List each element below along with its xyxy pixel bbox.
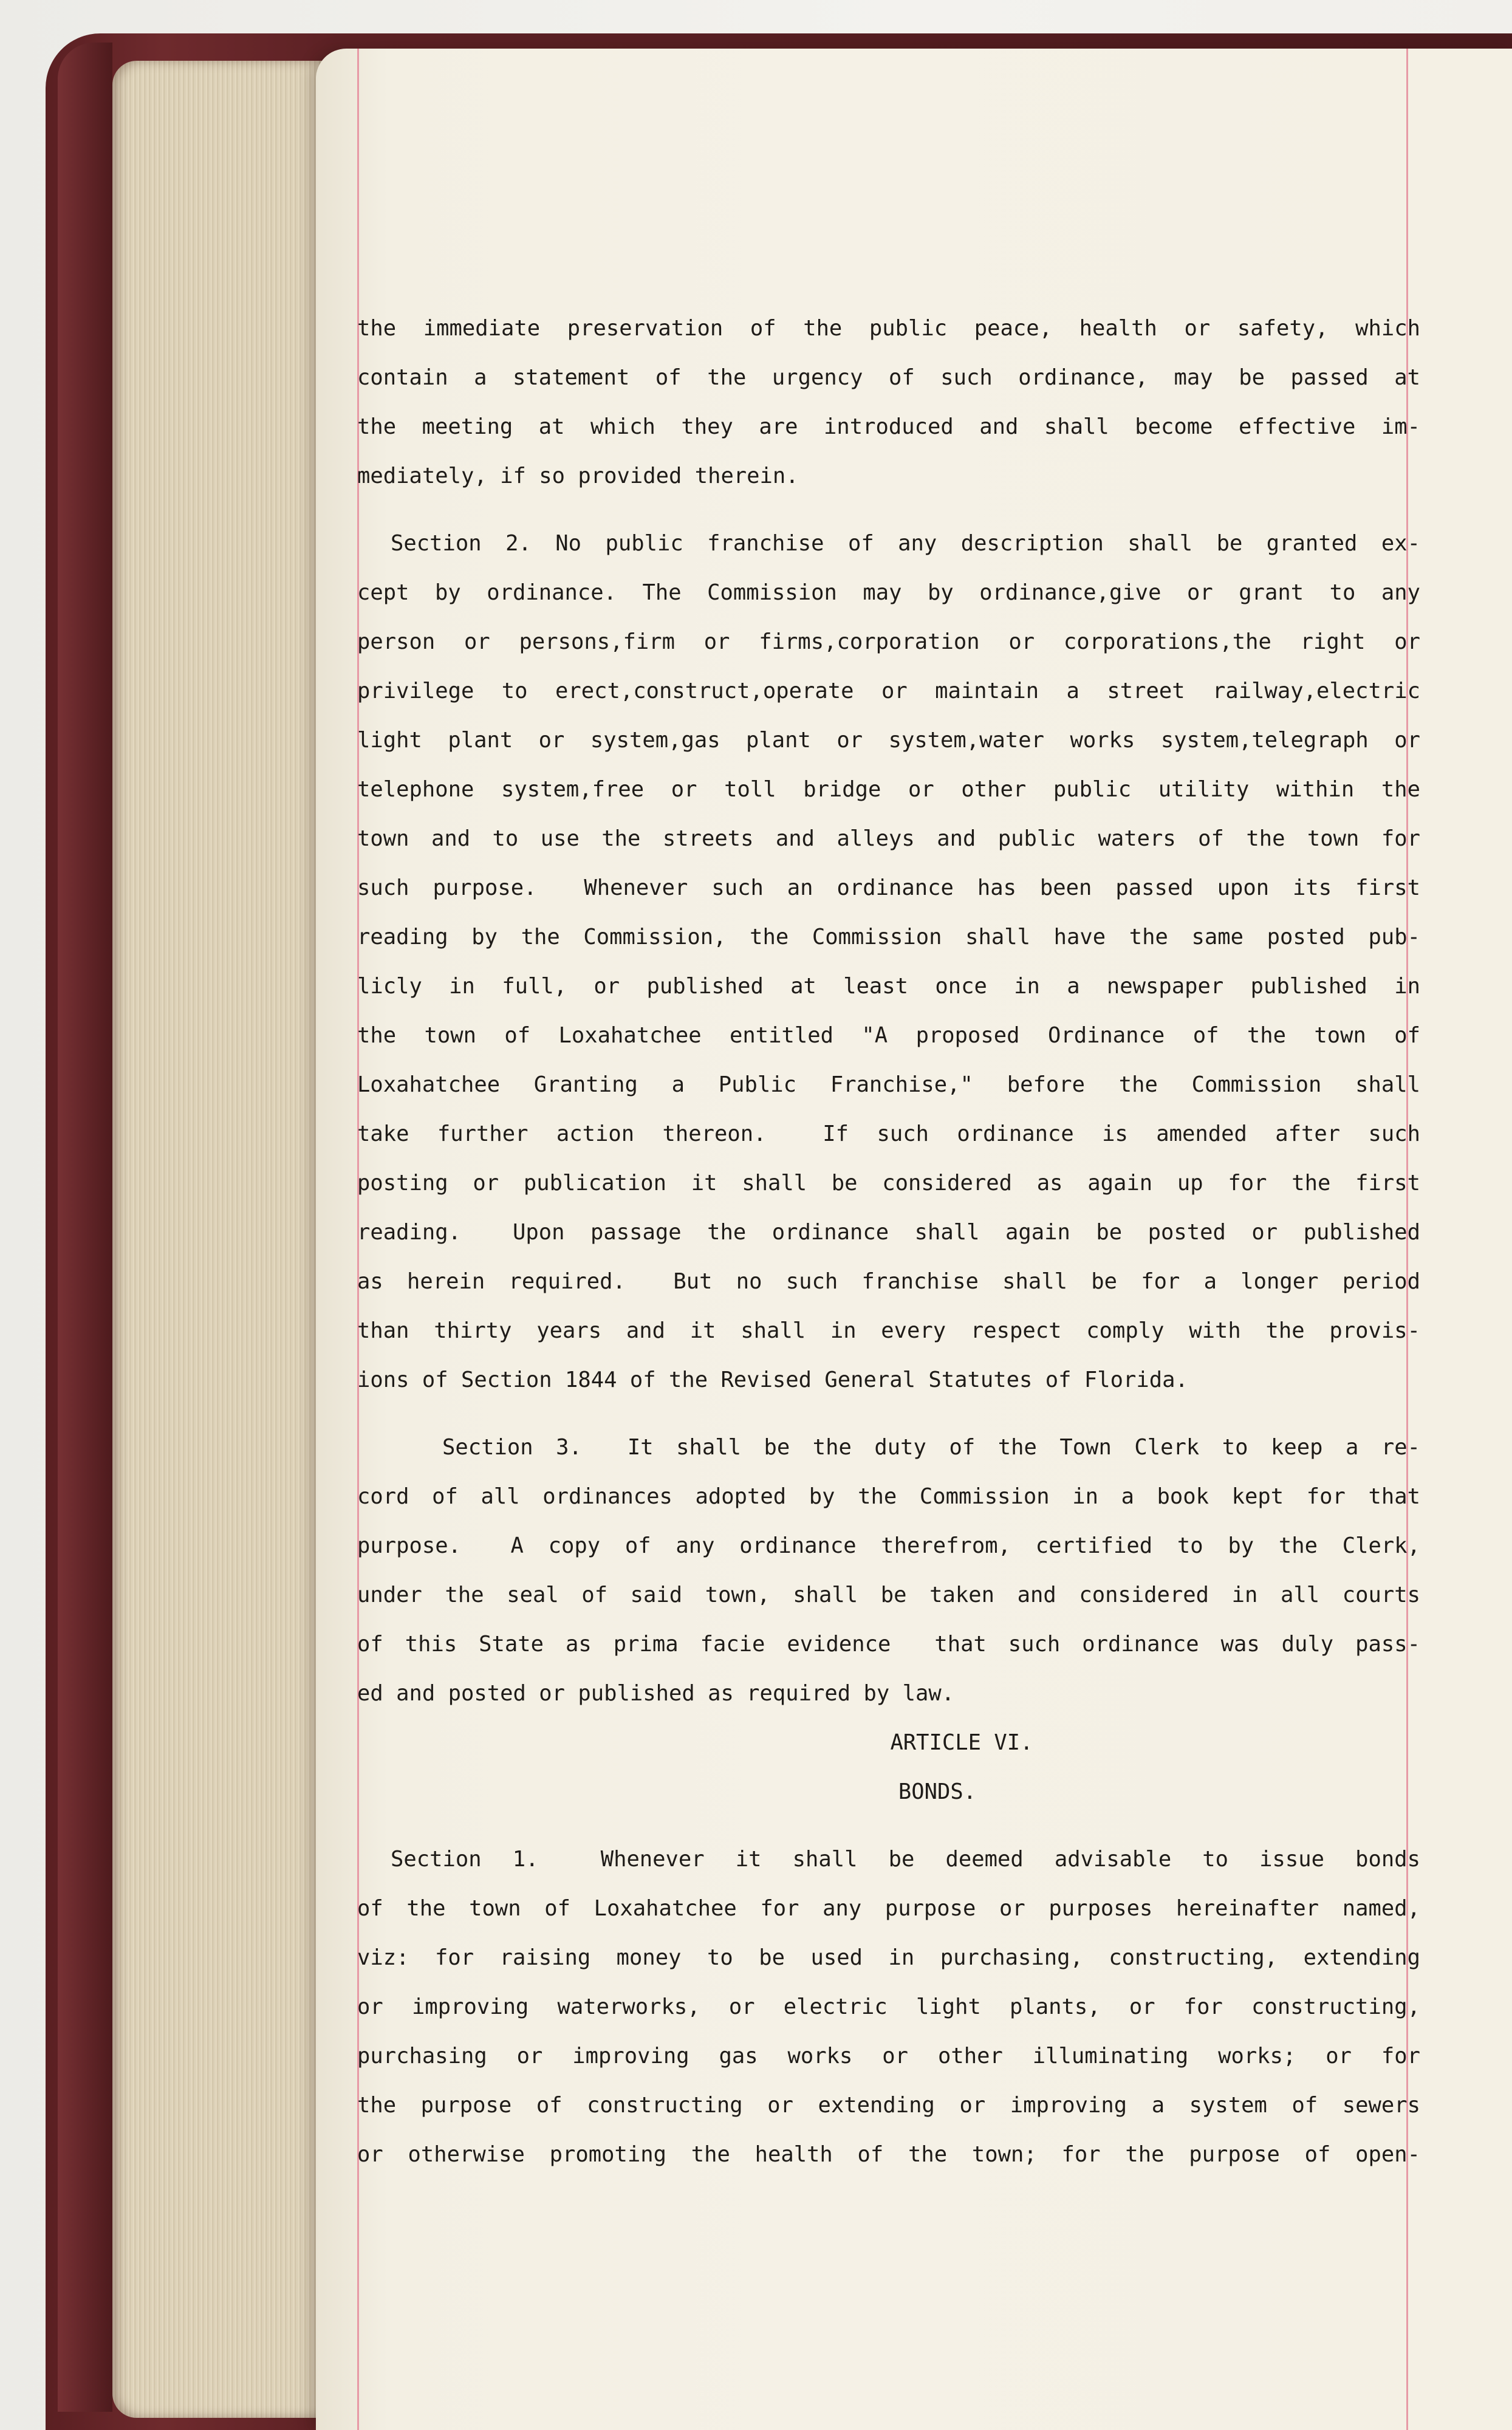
text-line: town and to use the streets and alleys and public waters of the town for (357, 826, 1420, 851)
text-line: Section 2. No public franchise of any description shall be granted ex- (391, 531, 1420, 556)
text-line: reading by the Commission, the Commission shall have the same posted pub- (357, 925, 1420, 950)
text-line: the immediate preservation of the public peace, health or safety, which (357, 316, 1420, 341)
text-line: or otherwise promoting the health of the town; for the purpose of open- (357, 2142, 1420, 2167)
text-line: privilege to erect,construct,operate or maintain a street railway,electric (357, 679, 1420, 703)
text-line: mediately, if so provided therein. (357, 464, 799, 488)
text-line: take further action thereon. If such ordinance is amended after such (357, 1121, 1420, 1146)
text-line: of the town of Loxahatchee for any purpose or purposes hereinafter named, (357, 1896, 1420, 1921)
text-line: than thirty years and it shall in every respect comply with the provis- (357, 1318, 1420, 1343)
text-line: or improving waterworks, or electric light plants, or for constructing, (357, 1994, 1420, 2019)
typed-text-body (357, 304, 1420, 2179)
text-line: as herein required. But no such franchise shall be for a longer period (357, 1269, 1420, 1294)
text-line: licly in full, or published at least once in a newspaper published in (357, 974, 1420, 999)
text-line: ed and posted or published as required by law. (357, 1681, 955, 1706)
text-line: viz: for raising money to be used in purchasing, constructing, extending (357, 1945, 1420, 1970)
text-line: telephone system,free or toll bridge or other public utility within the (357, 777, 1420, 802)
text-line: reading. Upon passage the ordinance shall again be posted or published (357, 1220, 1420, 1245)
article-heading: ARTICLE VI. (890, 1730, 1033, 1755)
text-line: person or persons,firm or firms,corporation or corporations,the right or (357, 629, 1420, 654)
text-line: such purpose. Whenever such an ordinance has been passed upon its first (357, 875, 1420, 900)
text-line: cept by ordinance. The Commission may by ordinance,give or grant to any (357, 580, 1420, 605)
text-line: Loxahatchee Granting a Public Franchise," before the Commission shall (357, 1072, 1420, 1097)
text-line: under the seal of said town, shall be taken and considered in all courts (357, 1583, 1420, 1607)
text-line: the purpose of constructing or extending or improving a system of sewers (357, 2093, 1420, 2118)
text-line: the meeting at which they are introduced and shall become effective im- (357, 414, 1420, 439)
text-line: the town of Loxahatchee entitled "A proposed Ordinance of the town of (357, 1023, 1420, 1048)
text-line: contain a statement of the urgency of such ordinance, may be passed at (357, 365, 1420, 390)
text-line: purpose. A copy of any ordinance therefrom, certified to by the Clerk, (357, 1533, 1420, 1558)
text-line: Section 1. Whenever it shall be deemed advisable to issue bonds (391, 1847, 1420, 1872)
article-subheading: BONDS. (898, 1779, 977, 1804)
text-line: cord of all ordinances adopted by the Commission in a book kept for that (357, 1484, 1420, 1509)
text-line: Section 3. It shall be the duty of the Town Clerk to keep a re- (442, 1435, 1420, 1460)
book-spine-edge (58, 43, 112, 2412)
text-line: ions of Section 1844 of the Revised General Statutes of Florida. (357, 1367, 1188, 1392)
text-line: posting or publication it shall be considered as again up for the first (357, 1171, 1420, 1196)
text-line: light plant or system,gas plant or system,water works system,telegraph or (357, 728, 1420, 753)
text-line: of this State as prima facie evidence that such ordinance was duly pass- (357, 1632, 1420, 1657)
text-line: purchasing or improving gas works or other illuminating works; or for (357, 2044, 1420, 2069)
